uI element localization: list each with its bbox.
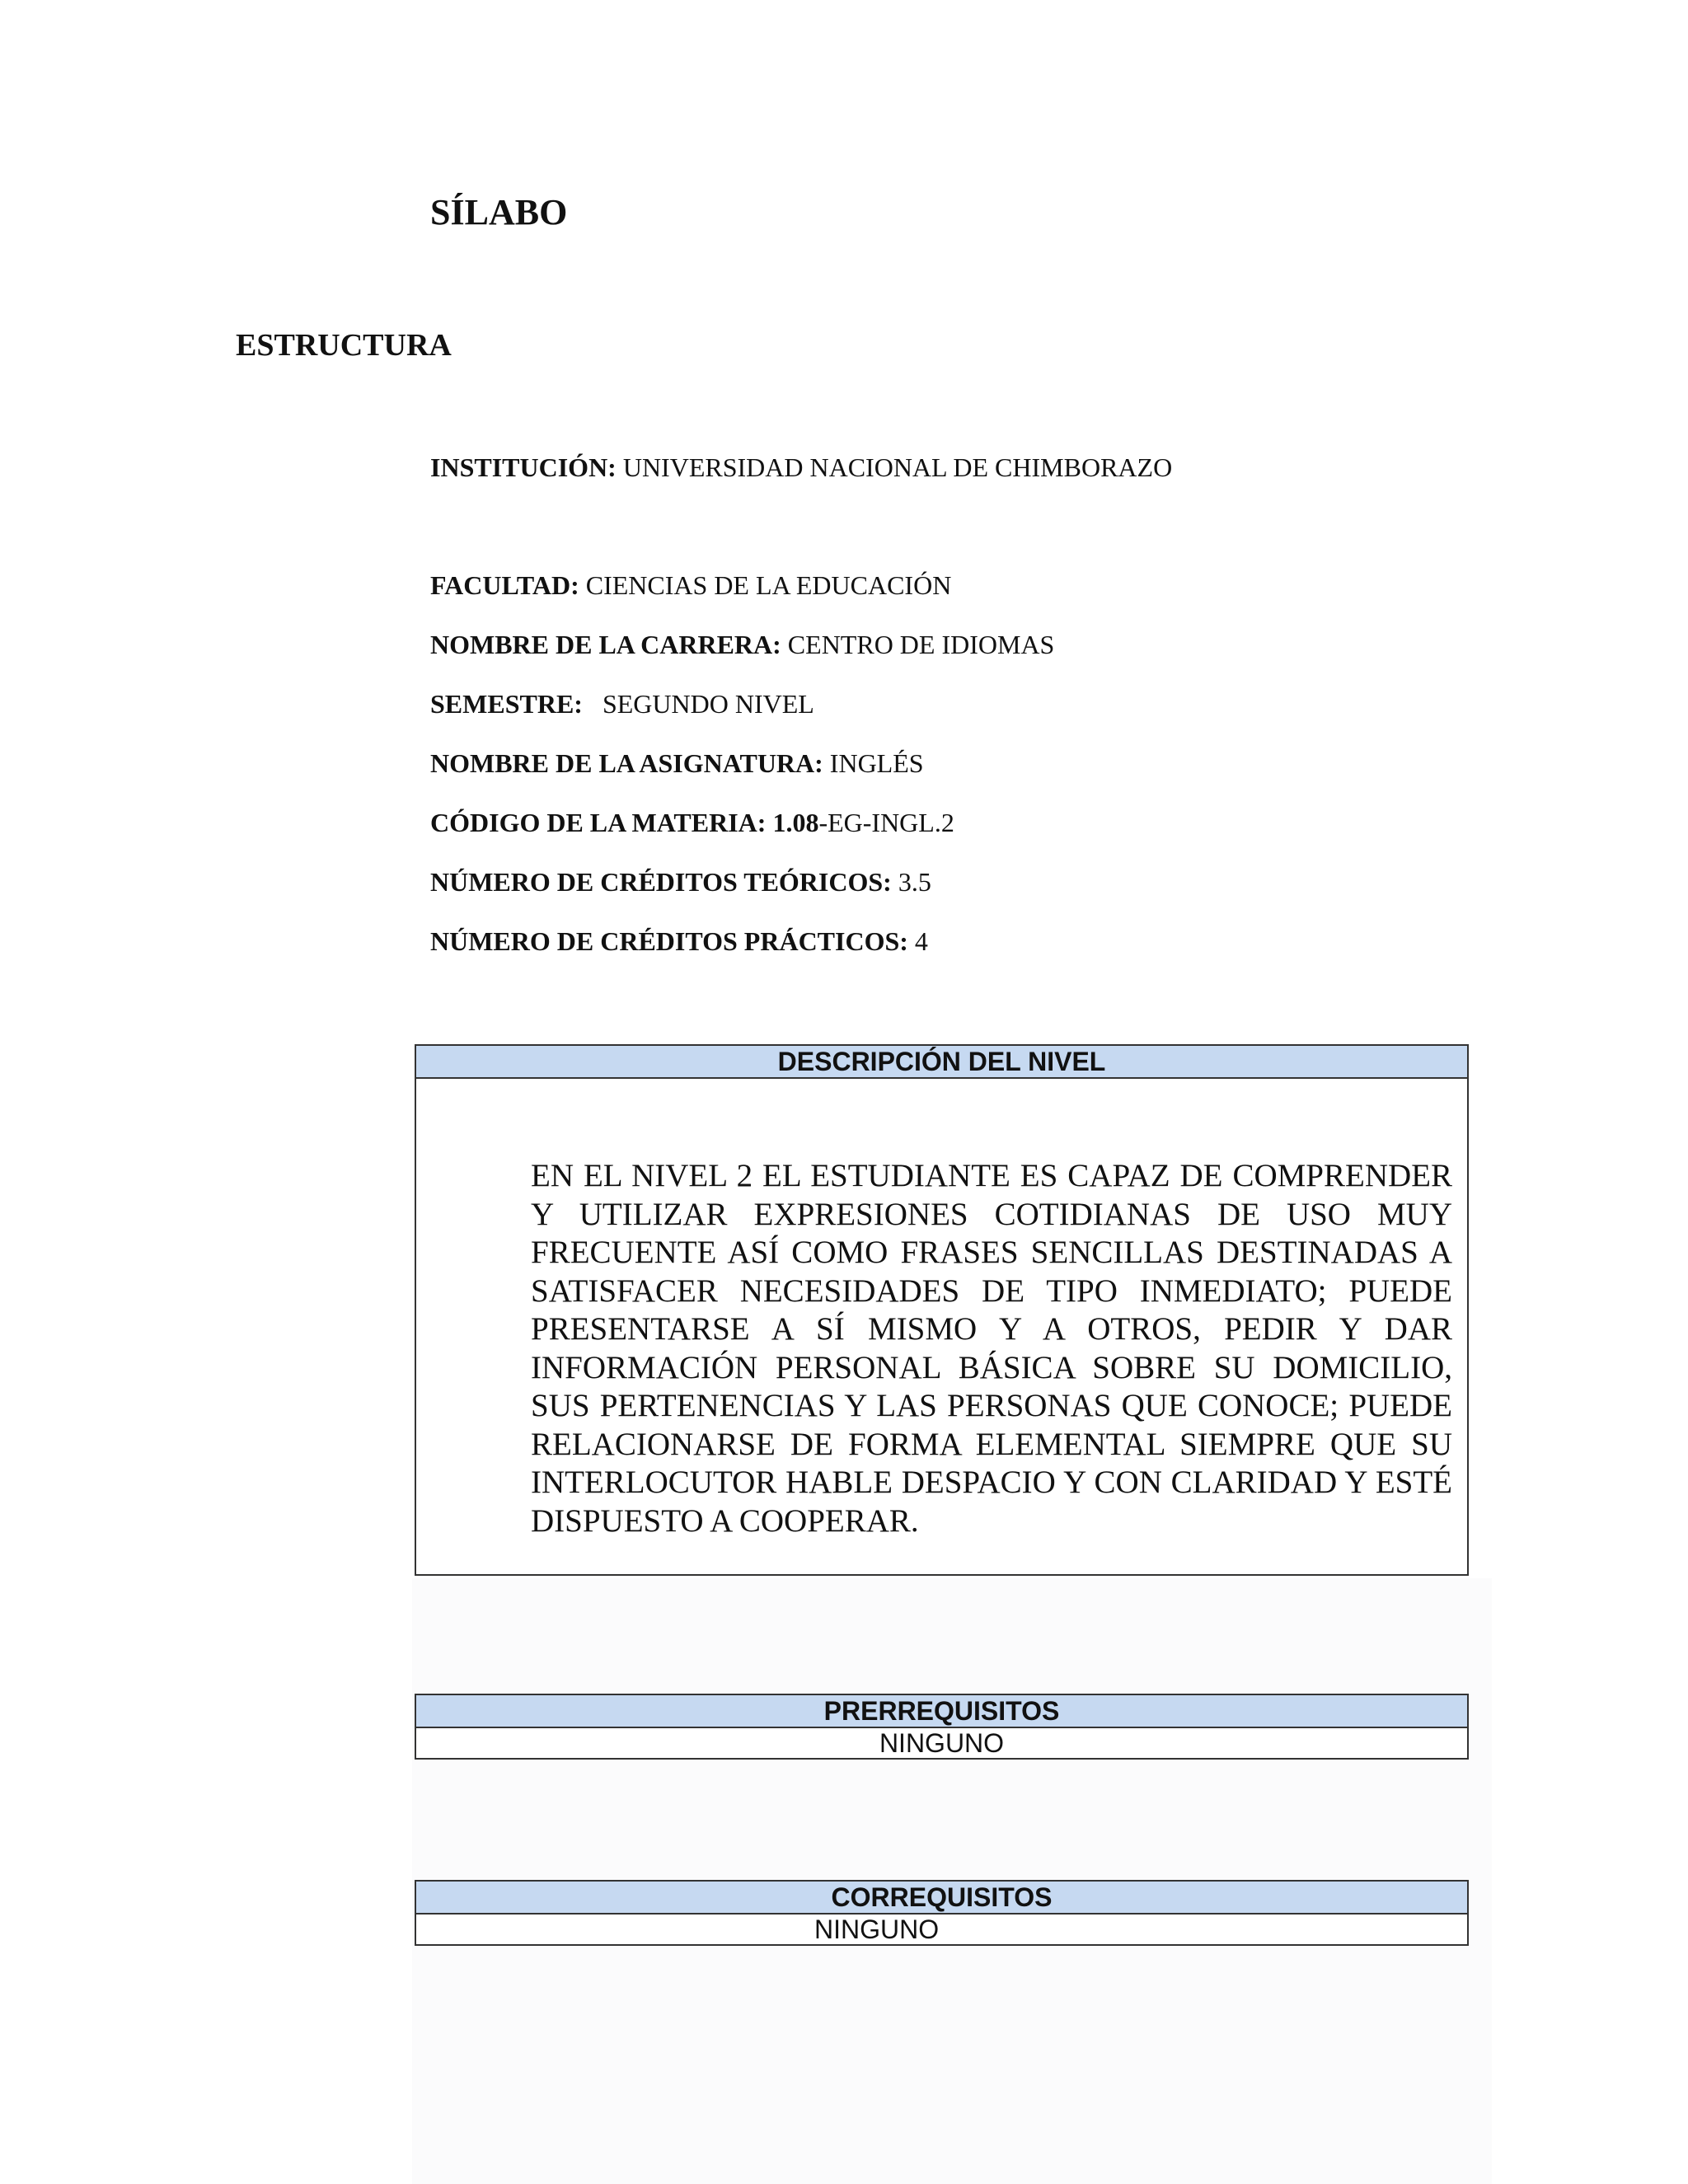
field-value: -EG-INGL.2: [818, 808, 954, 837]
field-label: INSTITUCIÓN:: [430, 452, 617, 482]
field-value: INGLÉS: [823, 748, 924, 778]
field-codigo: [430, 809, 954, 836]
field-value: CENTRO DE IDIOMAS: [781, 630, 1055, 659]
prerequisites-box-header: PRERREQUISITOS: [416, 1695, 1467, 1728]
field-label: SEMESTRE:: [430, 689, 583, 719]
field-label: CÓDIGO DE LA MATERIA:: [430, 808, 767, 837]
field-carrera: [430, 631, 1054, 658]
corequisites-box-header: CORREQUISITOS: [416, 1882, 1467, 1915]
description-box: [415, 1044, 1469, 1576]
field-label: NOMBRE DE LA CARRERA:: [430, 630, 781, 659]
prerequisites-value: NINGUNO: [879, 1728, 1005, 1758]
field-semestre: [430, 691, 814, 717]
field-value: SEGUNDO NIVEL: [582, 689, 814, 719]
description-box-header: DESCRIPCIÓN DEL NIVEL: [416, 1046, 1467, 1079]
field-value-bold: 1.08: [766, 808, 819, 837]
prerequisites-box: [415, 1694, 1469, 1760]
field-institucion: [430, 454, 1172, 480]
field-label: NÚMERO DE CRÉDITOS TEÓRICOS:: [430, 867, 892, 897]
description-text: EN EL NIVEL 2 EL ESTUDIANTE ES CAPAZ DE COMPRENDER Y UTILIZAR EXPRESIONES COTIDIANAS DE USO MUY FRECUENTE ASÍ COMO FRASES SENCILLAS DESTINADAS A SATISFACER NECESIDADES DE TIPO INMEDIATO; PUEDE PRESENTARSE A SÍ MISMO Y A OTROS, PEDIR Y DAR INFORMACIÓN PERSONAL BÁSICA SOBRE SU DOMICILIO, SUS PERTENENCIAS Y LAS PERSONAS QUE CONOCE; PUEDE RELACIONARSE DE FORMA ELEMENTAL SIEMPRE QUE SU INTERLOCUTOR HABLE DESPACIO Y CON CLARIDAD Y ESTÉ DISPUESTO A COOPERAR.: [531, 1158, 1452, 1539]
field-value: 3.5: [891, 867, 931, 897]
field-label: NÚMERO DE CRÉDITOS PRÁCTICOS:: [430, 926, 908, 956]
field-label: FACULTAD:: [430, 570, 579, 600]
section-title: ESTRUCTURA: [236, 328, 452, 363]
field-value: CIENCIAS DE LA EDUCACIÓN: [579, 570, 952, 600]
field-value: UNIVERSIDAD NACIONAL DE CHIMBORAZO: [616, 452, 1173, 482]
field-facultad: [430, 572, 951, 598]
document-title: SÍLABO: [430, 192, 568, 232]
field-creditos-teoricos: [430, 869, 931, 895]
field-creditos-practicos: [430, 928, 928, 954]
field-asignatura: [430, 750, 924, 776]
corequisites-value: NINGUNO: [814, 1915, 940, 1944]
field-label: NOMBRE DE LA ASIGNATURA:: [430, 748, 823, 778]
corequisites-box: [415, 1880, 1469, 1946]
field-value: 4: [907, 926, 928, 956]
